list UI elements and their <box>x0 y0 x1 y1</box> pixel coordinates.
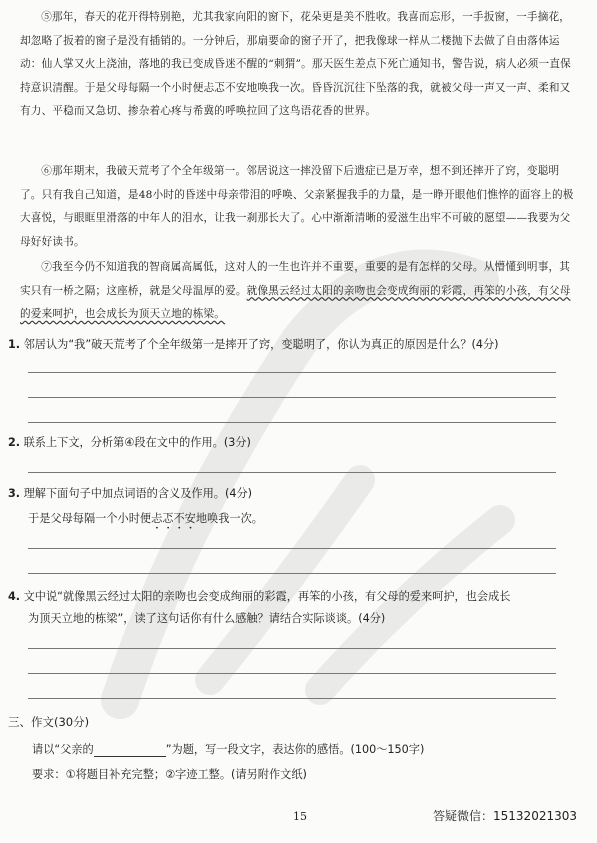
composition-prompt-post: ”为题，写一段文字，表达你的感悟。(100～150字) <box>165 743 425 756</box>
composition-prompt <box>32 741 424 757</box>
answer-line[interactable] <box>28 698 556 699</box>
answer-line[interactable] <box>28 673 556 674</box>
answer-line[interactable] <box>28 648 556 649</box>
answer-line[interactable] <box>28 372 556 373</box>
question-3-number: 3. <box>8 487 21 500</box>
passage-paragraph-5: ⑤那年，春天的花开得特别艳，尤其我家向阳的窗下，花朵更是美不胜收。我喜而忘形，一手扳窗，一手摘花，却忽略了扳着的窗子是没有插销的。一分钟后，那扇要命的窗子开了，把我像球一样从二楼抛下去做了自由落体运动：仙人掌又火上浇油，落地的我已变成昏迷不醒的“刺猬”。那天医生差点下死亡通知书，警告说，病人必须一直保持意识清醒。于是父母每隔一个小时便忐忑不安地唤我一次。昏昏沉沉往下坠落的我，就被父母一声又一声、柔和又有力、平稳而又急切、掺杂着心疼与希冀的呼唤拉回了这鸟语花香的世界。 <box>20 11 571 117</box>
composition-requirement: 要求：①将题目补充完整；②字迹工整。(请另附作文纸) <box>32 768 307 781</box>
question-1-text: 邻居认为“我”破天荒考了个全年级第一是摔开了窍，变聪明了，你认为真正的原因是什么？(4分) <box>23 338 499 351</box>
question-4-number: 4. <box>8 590 21 603</box>
question-3-sentence <box>28 508 568 532</box>
passage-paragraph-7 <box>20 256 580 327</box>
page-number: 15 <box>293 810 307 823</box>
question-1-number: 1. <box>8 338 21 351</box>
question-3-dotted-words: 忐忑不安 <box>151 512 196 525</box>
composition-prompt-pre: 请以“父亲的 <box>32 743 94 756</box>
title-blank[interactable] <box>94 744 166 757</box>
question-2-number: 2. <box>8 436 21 449</box>
answer-line[interactable] <box>28 422 556 423</box>
answer-line[interactable] <box>28 548 556 549</box>
question-1 <box>8 334 583 356</box>
contact-info: 答疑微信：15132021303 <box>433 809 577 823</box>
passage-paragraph-7-text: ⑦我至今仍不知道我的智商属高属低，这对人的一生也许并不重要，重要的是有怎样的父母。从懵懂到明事，其实只有一桥之隔；这座桥，就是父母温厚的爱。 <box>20 261 571 297</box>
answer-line[interactable] <box>28 573 556 574</box>
question-2 <box>8 432 583 454</box>
question-2-text: 联系上下文，分析第④段在文中的作用。(3分) <box>23 436 251 449</box>
question-3-sentence-post: 地唤我一次。 <box>195 512 263 525</box>
answer-line[interactable] <box>28 472 556 473</box>
question-4 <box>8 586 583 608</box>
section-heading-composition: 三、作文(30分) <box>8 715 90 729</box>
answer-line[interactable] <box>28 397 556 398</box>
passage-paragraph-7-underlined: 就像黑云经过太阳的亲吻也会变成绚丽的彩霞，再笨的小孩，有父母的爱来呵护，也会成长为顶天立地的栋梁。 <box>20 284 571 320</box>
question-4-text-2: 为顶天立地的栋梁”，读了这句话你有什么感触？请结合实际谈谈。(4分) <box>28 612 386 625</box>
question-3 <box>8 483 583 505</box>
question-3-sentence-pre: 于是父母每隔一个小时便 <box>28 512 152 525</box>
question-4-text-1: 文中说“就像黑云经过太阳的亲吻也会变成绚丽的彩霞，再笨的小孩，有父母的爱来呵护，也会成长 <box>23 590 511 603</box>
question-3-text: 理解下面句子中加点词语的含义及作用。(4分) <box>23 487 253 500</box>
passage-paragraph-6: ⑥那年期末，我破天荒考了个全年级第一。邻居说这一摔没留下后遗症已是万幸，想不到还摔开了窍，变聪明了。只有我自己知道，是48小时的昏迷中母亲带泪的呼唤、父亲紧握我手的力量，是一睁开眼他们憔悴的面容上的极大喜悦，与眼眶里滑落的中年人的泪水，让我一刹那长大了。心中渐渐清晰的爱滋生出牢不可破的愿望——我要为父母好好读书。 <box>20 165 574 248</box>
